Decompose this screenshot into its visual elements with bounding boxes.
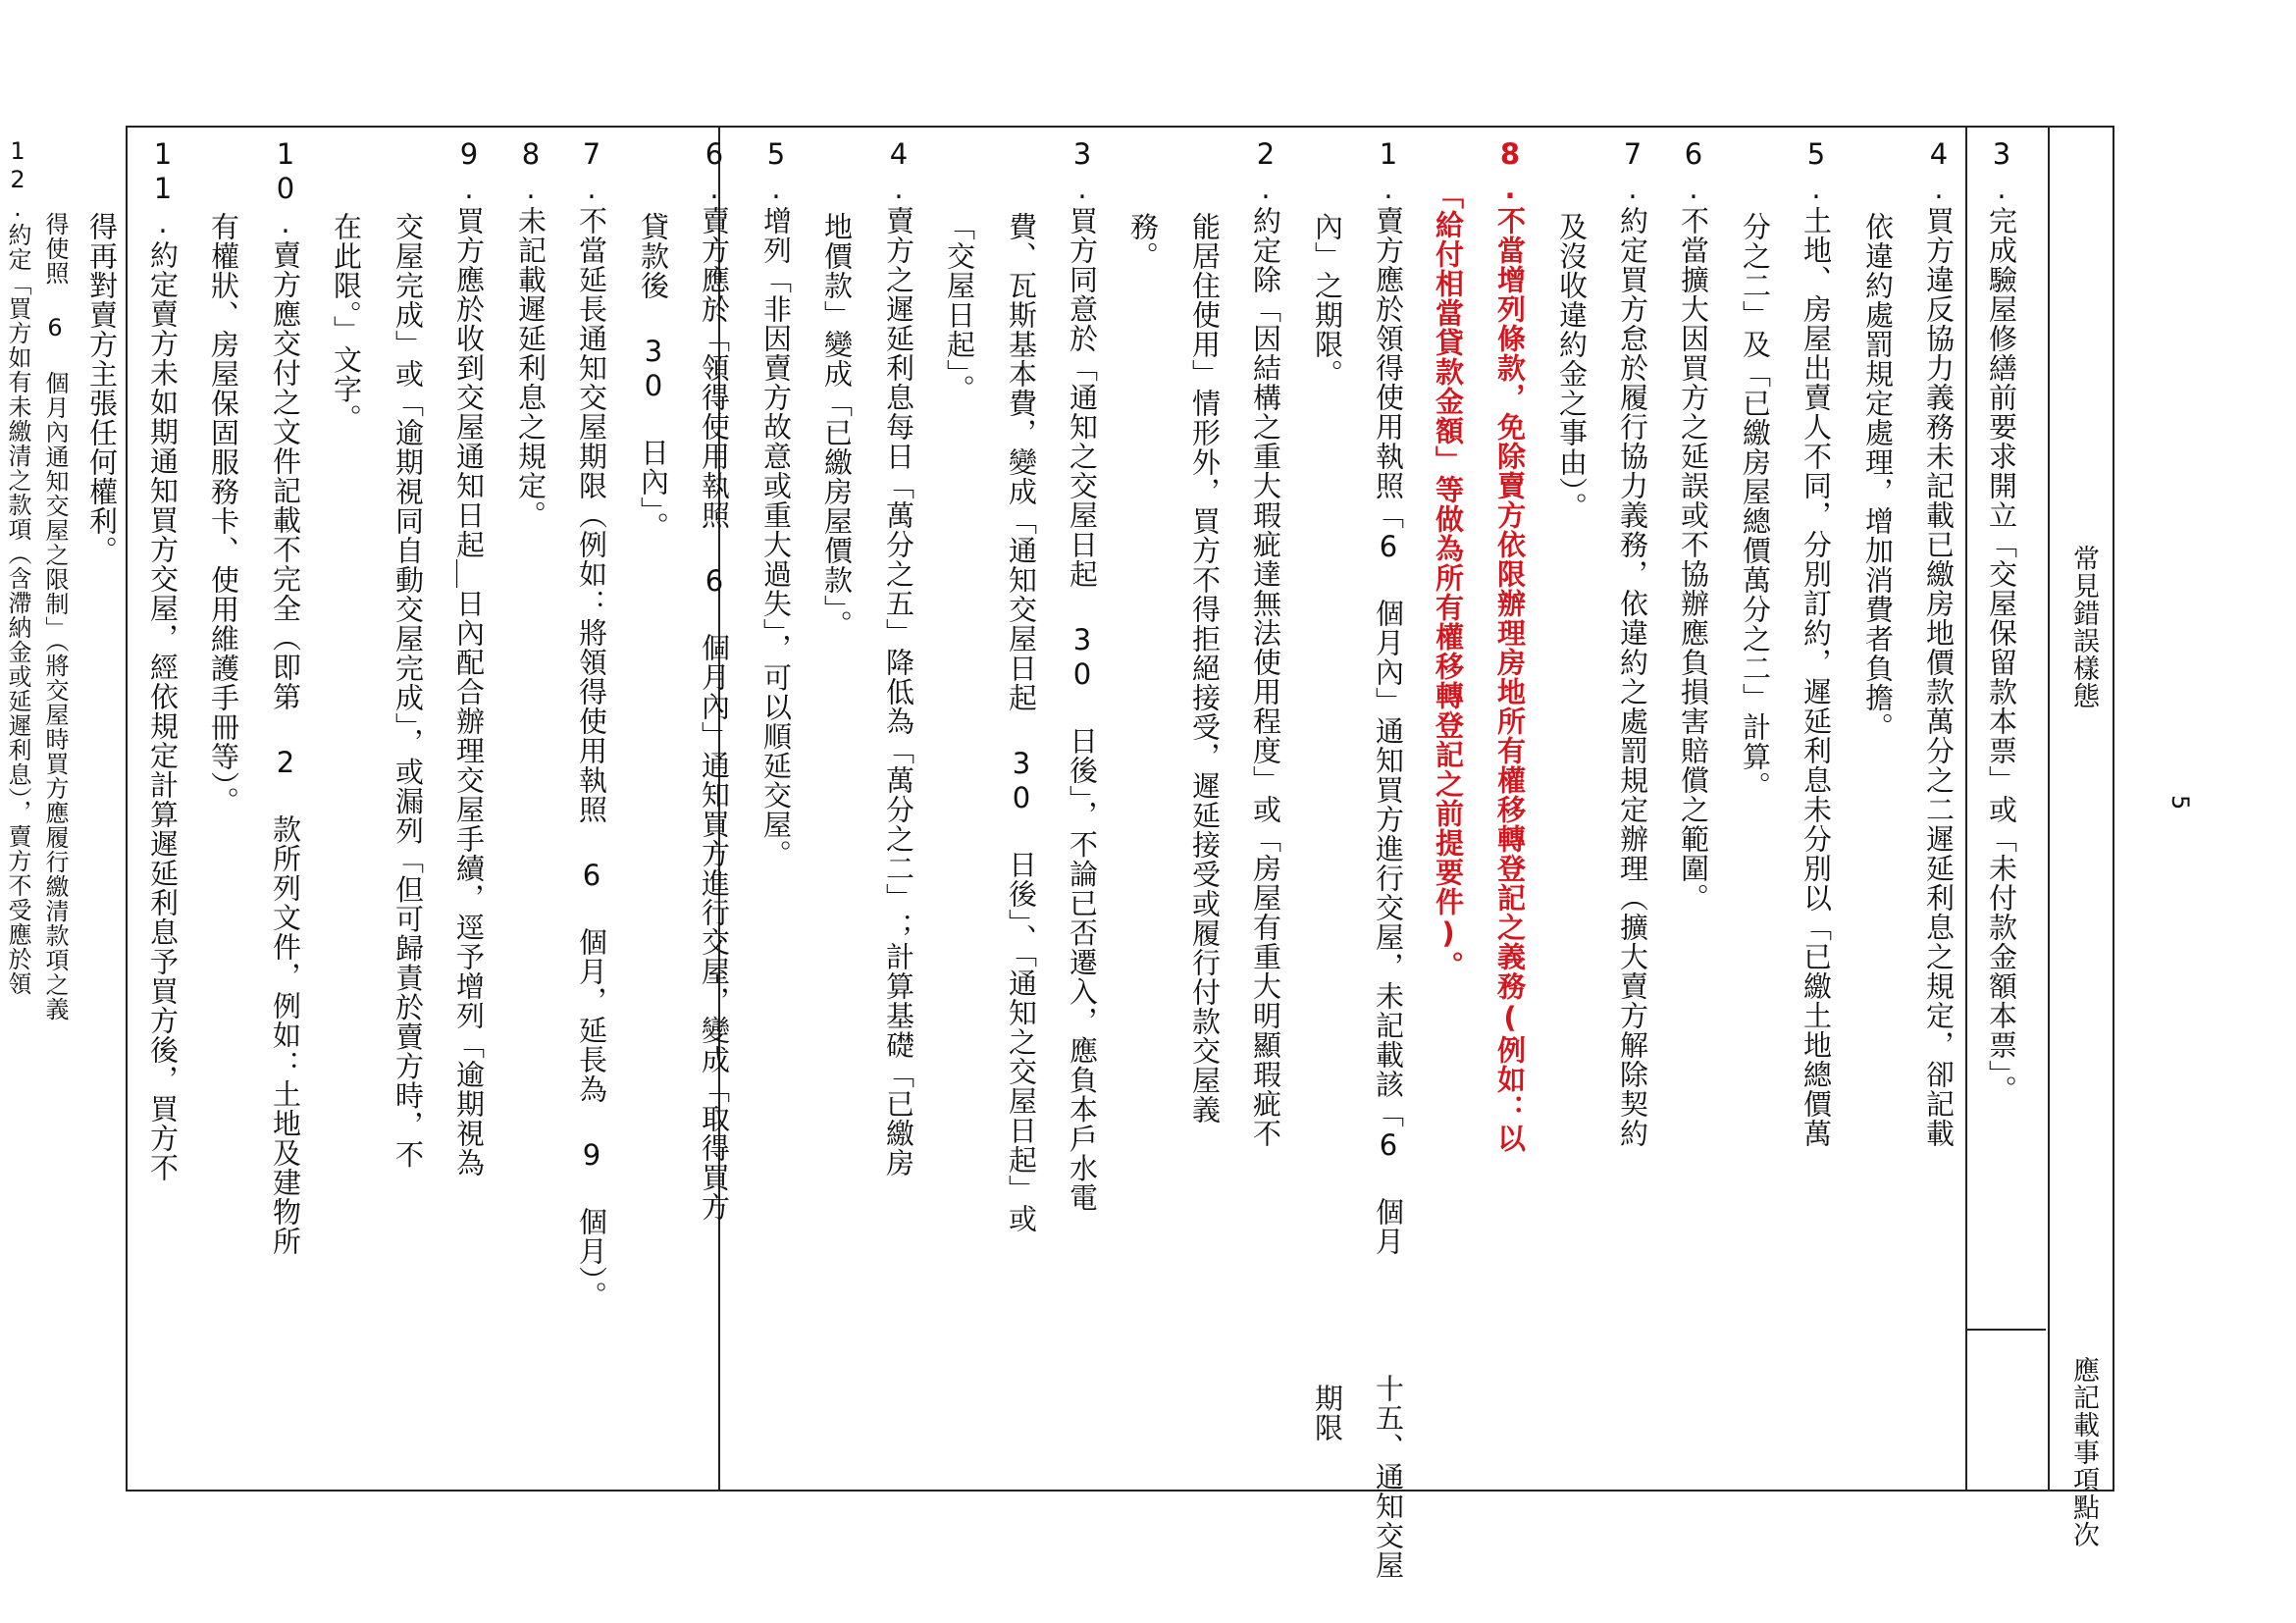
sec15-line-7: 費、瓦斯基本費，變成「通知交屋日起 30 日後」、「通知之交屋日起」或: [1005, 212, 1038, 1233]
sec14-line-1: 3.完成驗屋修繕前要求開立「交屋保留款本票」或「未付款金額本票」。: [1985, 137, 2018, 1105]
sec15-line-23: 12.約定「買方如有未繳清之款項（含滯納金或延遲利息），賣方不受應於領: [4, 137, 31, 996]
sec14-line-2: 4.買方違反協力義務未記載已繳房地價款萬分之二遲延利息之規定，卻記載: [1922, 137, 1956, 1148]
sec15-line-9: 4.賣方之遲延利息每日「萬分之五」降低為「萬分之二」；計算基礎「已繳房: [882, 137, 915, 1178]
sec15-line-19: 10.賣方應交付之文件記載不完全（即第 2 款所列文件，例如：土地及建物所: [269, 137, 302, 1256]
sec15-line-14: 7.不當延長通知交屋期限（例如：將領得使用執照 6 個月，延長為 9 個月）。: [575, 137, 608, 1311]
sec15-line-1: 1.賣方應於領得使用執照「6 個月內」通知買方進行交屋，未記載該「6 個月: [1372, 137, 1405, 1256]
sec15-line-11: 5.增列「非因賣方故意或重大過失」，可以順延交屋。: [759, 137, 793, 869]
sec15-line-24: 得使照 6 個月內通知交屋之限制」（將交屋時買方應履行繳清款項之義: [41, 212, 69, 1021]
sec15-line-5: 務。: [1126, 212, 1160, 271]
sec15-line-8: 「交屋日起」。: [943, 212, 976, 404]
sec15-line-13: 貸款後 30 日內」。: [637, 212, 670, 542]
sec15-item-label-1: 十五、通知交屋: [1372, 1374, 1405, 1580]
sec15-line-17: 交屋完成」或「逾期視同自動交屋完成」，或漏列「但可歸責於賣方時，不: [391, 212, 425, 1170]
sec15-line-22: 得再對賣方主張任何權利。: [85, 212, 119, 565]
sec15-item-label-2: 期限: [1311, 1384, 1344, 1442]
sec15-line-2: 內」之期限。: [1311, 212, 1344, 389]
sec14-line-5: 分之二」及「已繳房屋總價萬分之二」計算。: [1739, 212, 1772, 801]
sec15-line-20: 有權狀、房屋保固服務卡、使用維護手冊等）。: [207, 212, 240, 816]
sec14-line-10-highlight: 「給付相當貸款金額」等做為所有權移轉登記之前提要件)。: [1432, 181, 1465, 980]
sec15-line-6: 3.買方同意於「通知之交屋日起 30 日後」，不論已否遷入，應負本戶水電: [1066, 137, 1099, 1213]
sec15-line-4: 能居住使用」情形外，買方不得拒絕接受，遲延接受或履行付款交屋義: [1188, 212, 1222, 1125]
sec14-line-3: 依違約處罰規定處理，增加消費者負擔。: [1861, 212, 1895, 742]
sec14-line-7: 7.約定買方怠於履行協力義務，依違約之處罰規定辦理（擴大賣方解除契約: [1616, 137, 1649, 1148]
sec15-line-3: 2.約定除「因結構之重大瑕疵達無法使用程度」或「房屋有重大明顯瑕疵不: [1249, 137, 1282, 1148]
column-divider-item-vs-errors: [1965, 128, 1967, 1490]
column-divider-header: [2048, 128, 2050, 1490]
sec15-line-15: 8.未記載遲延利息之規定。: [514, 137, 548, 530]
sec14-line-6: 6.不當擴大因買方之延誤或不協辦應負損害賠償之範圍。: [1677, 137, 1710, 913]
sec14-line-4: 5.土地、房屋出賣人不同，分別訂約，遲延利息未分別以「已繳土地總價萬: [1800, 137, 1833, 1148]
header-item: 應記載事項點次: [2068, 1356, 2099, 1548]
sec15-line-10: 地價款」變成「已繳房屋價款」。: [820, 212, 854, 640]
header-cell-divider: [1965, 1329, 2046, 1331]
sec15-line-21: 11.約定賣方未如期通知買方交屋，經依規定計算遲延利息予買方後，買方不: [146, 137, 180, 1182]
page-number: 5: [2166, 795, 2194, 811]
header-errors: 常見錯誤樣態: [2068, 545, 2099, 709]
sec15-line-12: 6.賣方應於「領得使用執照 6 個月內」通知買方進行交屋，變成「取得買方: [698, 137, 731, 1222]
sec15-line-16: 9.買方應於收到交屋通知日起＿日內配合辦理交屋手續，逕予增列「逾期視為: [452, 137, 486, 1178]
sec14-line-9-highlight: 8.不當增列條款，免除賣方依限辦理房地所有權移轉登記之義務(例如：以: [1493, 137, 1527, 1153]
sec15-line-18: 在此限。」文字。: [330, 212, 363, 434]
sec14-line-8: 及沒收違約金之事由）。: [1555, 212, 1589, 522]
